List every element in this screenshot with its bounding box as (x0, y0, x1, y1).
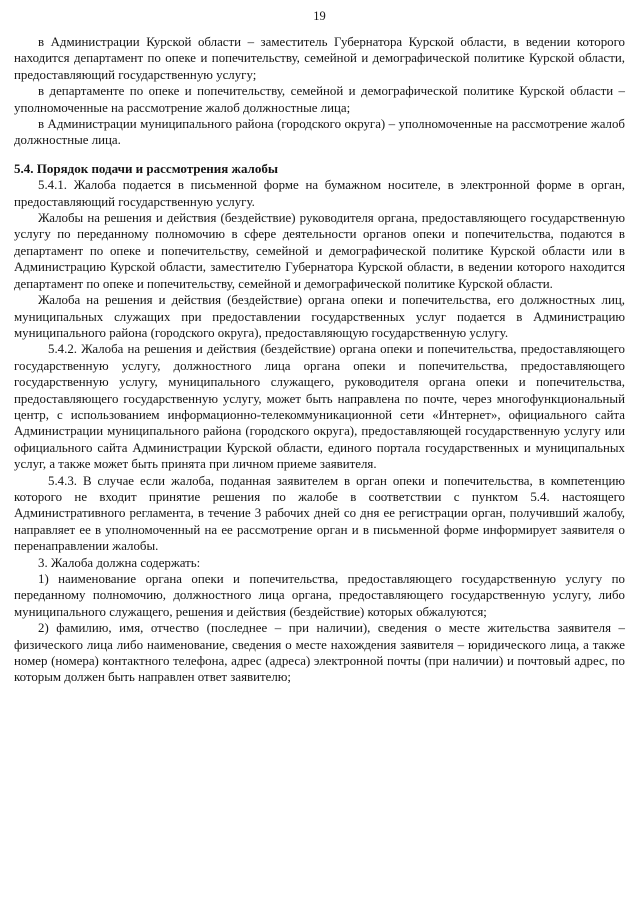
section-paragraph-5-4-2: 5.4.2. Жалоба на решения и действия (бездействие) органа опеки и попечительства, предоставляющего государственную услугу, должностного лица органа опеки и попечительства, предоставляющего государственную услугу, муниципального служащего, руководителя органа опеки и попечительства, предоставляющего государственную услугу, может быть направлена по почте, через многофункциональный центр, с использованием информационно-телекоммуникационной сети «Интернет», официального сайта Администрации муниципального района (городского округа), предоставляющей государственную услугу или официального сайта Администрации Курской области, единого портала государственных и муниципальных услуг, а также может быть принята при личном приеме заявителя. (14, 342, 625, 472)
section-paragraph-contents: 3. Жалоба должна содержать: (38, 555, 201, 570)
intro-paragraph-3: в Администрации муниципального района (городского округа) – уполномоченные на рассмотрение жалоб должностные лица. (14, 117, 625, 148)
section-paragraph-complaint-head: Жалобы на решения и действия (бездействие) руководителя органа, предоставляющего государственную услугу по переданному полномочию в сфере деятельности органов опеки и попечительства, подаются в департамент по опеке и попечительству, семейной и демографической политике Курской области или в Администрацию Курской области, заместителю Губернатора Курской области, в ведении которого находится департамент по опеке и попечительству, семейной и демографической политике Курской области. (14, 211, 625, 291)
intro-paragraph-1: в Администрации Курской области – заместитель Губернатора Курской области, в ведении которого находится департамент по опеке и попечительству, семейной и демографической политике Курской области, предоставляющий государственную услугу; (14, 35, 625, 82)
list-item: 2) фамилию, имя, отчество (последнее – при наличии), сведения о месте жительства заявителя – физического лица либо наименование, сведения о месте нахождения заявителя – юридического лица, а также номер (номера) контактного телефона, адрес (адреса) электронной почты (при наличии) и почтовый адрес, по которым должен быть направлен ответ заявителю; (14, 621, 625, 685)
document-body (14, 34, 625, 686)
list-item: 1) наименование органа опеки и попечительства, предоставляющего государственную услугу по переданному полномочию, должностного лица органа, предоставляющего государственную услугу, либо муниципального служащего, решения и действия (бездействие) которых обжалуются; (14, 572, 625, 619)
page-number: 19 (313, 9, 326, 23)
intro-paragraph-2: в департаменте по опеке и попечительству, семейной и демографической политике Курской области – уполномоченные на рассмотрение жалоб должностные лица; (14, 84, 625, 115)
section-paragraph-5-4-3: 5.4.3. В случае если жалоба, поданная заявителем в орган опеки и попечительства, в компетенцию которого не входит принятие решения по жалобе в соответствии с пунктом 5.4. настоящего Административного регламента, в течение 3 рабочих дней со дня ее регистрации орган, получивший жалобу, направляет ее в уполномоченный на ее рассмотрение орган и в письменной форме информирует заявителя о перенаправлении жалобы. (14, 473, 625, 554)
section-heading: 5.4. Порядок подачи и рассмотрения жалобы (14, 160, 278, 176)
section-paragraph-5-4-1: 5.4.1. Жалоба подается в письменной форме на бумажном носителе, в электронной форме в орган, предоставляющий государственную услугу. (14, 178, 625, 209)
requirements-list (14, 571, 625, 686)
section-paragraph-complaint-body: Жалоба на решения и действия (бездействие) органа опеки и попечительства, его должностных лиц, муниципальных служащих при предоставлении государственных услуг подается в Администрацию муниципального района (городского округа), предоставляющую государственную услугу. (14, 293, 625, 340)
